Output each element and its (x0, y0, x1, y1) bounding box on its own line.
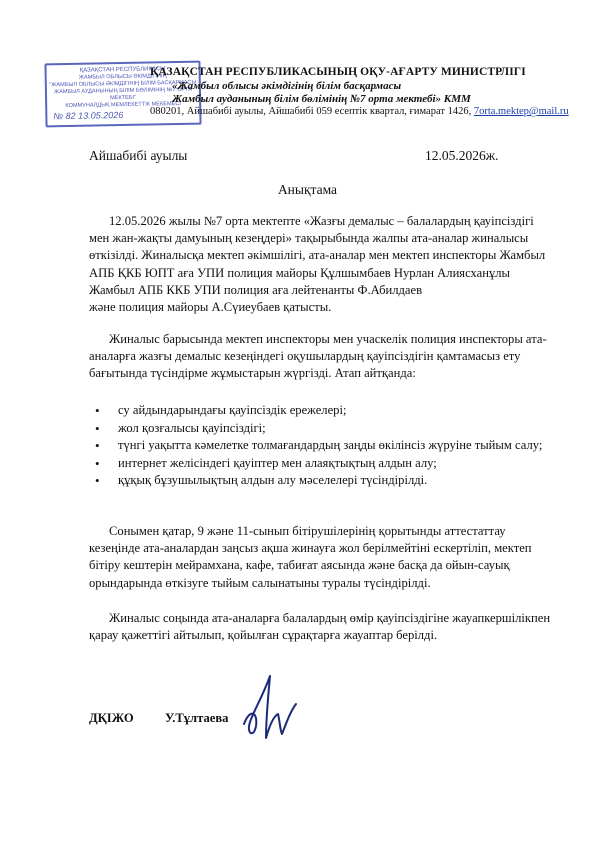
text-line: бағытында түсіндірме жұмыстарын жүргізді. Атап айтқанда: (89, 366, 416, 381)
paragraph-4 (89, 610, 589, 644)
stamp-registration: № 82 13.05.2026 (53, 110, 124, 122)
text-line: Сонымен қатар, 9 және 11-сынып бітірушілерінің қорытынды аттестаттау (109, 524, 506, 538)
place-name: Айшабибі ауылы (89, 148, 188, 163)
topics-list (95, 402, 585, 490)
text-line: 12.05.2026 жылы №7 орта мектепте «Жазғы демалыс – балалардың қауіпсіздігі (109, 214, 534, 228)
text-line: АПБ ҚКБ ЮПТ аға УПИ полиция майоры Құлшымбаев Нурлан Алиясханұлы (89, 265, 511, 280)
text-line: қарау қажеттігі айтылып, қойылған сұрақтарға жауаптар берілді. (89, 628, 438, 643)
document-date: 12.05.2026ж. (425, 148, 499, 163)
text-line: Жиналыс соңында ата-аналарға балалардың өмір қауіпсіздігіне жауапкершілікпен (109, 611, 551, 625)
text-line: және полиция майоры А.Сүиеубаев қатысты. (89, 300, 332, 315)
stamp-line-1: ҚАЗАҚСТАН РЕСПУБЛИКАСЫ (79, 66, 166, 74)
school-name: Жамбыл ауданының білім бөлімінің №7 орта мектебі» КММ (172, 93, 471, 105)
list-item: • су айдындарындағы қауіпсіздік ережелері; (95, 402, 585, 420)
list-item: • интернет желісіндегі қауіптер мен алаяқтықтың алдын алу; (95, 455, 585, 473)
paragraph-1 (89, 213, 589, 316)
text-line: аналарға жазғы демалыс кезеңіндегі оқушылардың қауіпсіздігін қамтамасыз ету (89, 349, 521, 364)
paragraph-3 (89, 523, 589, 592)
school-address (150, 106, 570, 117)
signatory-name: У.Тұлтаева (165, 711, 229, 725)
stamp-line-2: ЖАМБЫЛ ОБЛЫСЫ ӘКІМДІГІНІҢ (78, 73, 167, 81)
handwritten-signature (240, 668, 320, 746)
document-title: Анықтама (277, 182, 338, 197)
department-name: «Жамбыл облысы әкімдігінің білім басқармасы (172, 80, 402, 92)
stamp-line-4: ЖАМБЫЛ АУДАНЫНЫҢ БІЛІМ БӨЛІМІНІҢ №7 ОРТА МЕКТЕБІ" (53, 86, 193, 102)
text-line: Жамбыл АПБ ККБ УПИ полиция аға лейтенанты Ф.Абилдаев (89, 282, 423, 297)
list-item: • жол қозғалысы қауіпсіздігі; (95, 420, 585, 438)
list-item: • түнгі уақытта кәмелетке толмағандардың заңды өкілінсіз жүруіне тыйым салу; (95, 437, 585, 455)
letterhead (150, 66, 570, 117)
text-line: өткізілді. Жиналысқа мектеп әкімшілігі, ата-аналар мен мектеп инспекторы Жамбыл (89, 248, 546, 263)
stamp-line-5: КОММУНАЛДЫҚ МЕМЛЕКЕТТІК МЕКЕМЕСІ (65, 100, 182, 110)
text-line: кезеңінде ата-аналардан заңсыз ақша жинауға жол берілмейтіні ескертіліп, мектеп (89, 541, 532, 556)
text-line: Жиналыс барысында мектеп инспекторы мен учаскелік полиция инспекторы ата- (109, 332, 547, 346)
paragraph-2 (89, 331, 589, 383)
text-line: мен жан-жақты дамуының кезеңдері» тақырыбында жалпы ата-аналар жиналысы (89, 231, 529, 246)
address-text: 080201, Айшабибі ауылы, Айшабибі 059 есептік квартал, ғимарат 1426, (150, 106, 474, 117)
signatory-role: ДҚІЖО (89, 711, 134, 725)
text-line: орындарында өткізуге тыйым салынатыны туралы түсіндірілді. (89, 575, 431, 590)
ministry-name: ҚАЗАҚСТАН РЕСПУБЛИКАСЫНЫҢ ОҚУ-АҒАРТУ МИНИСТРЛІГІ (150, 66, 526, 78)
stamp-line-3: "ЖАМБЫЛ ОБЛЫСЫ ӘКІМДІГІНІҢ БІЛІМ БАСҚАРМАСЫ (49, 79, 197, 89)
list-item: • құқық бұзушылықтың алдын алу мәселелері түсіндірілді. (95, 472, 585, 490)
text-line: бітіру кештерін мейрамхана, кафе, табиғат аясында және басқа да ойын-сауық (89, 558, 510, 573)
email-link[interactable]: 7orta.mektep@mail.ru (473, 106, 569, 117)
